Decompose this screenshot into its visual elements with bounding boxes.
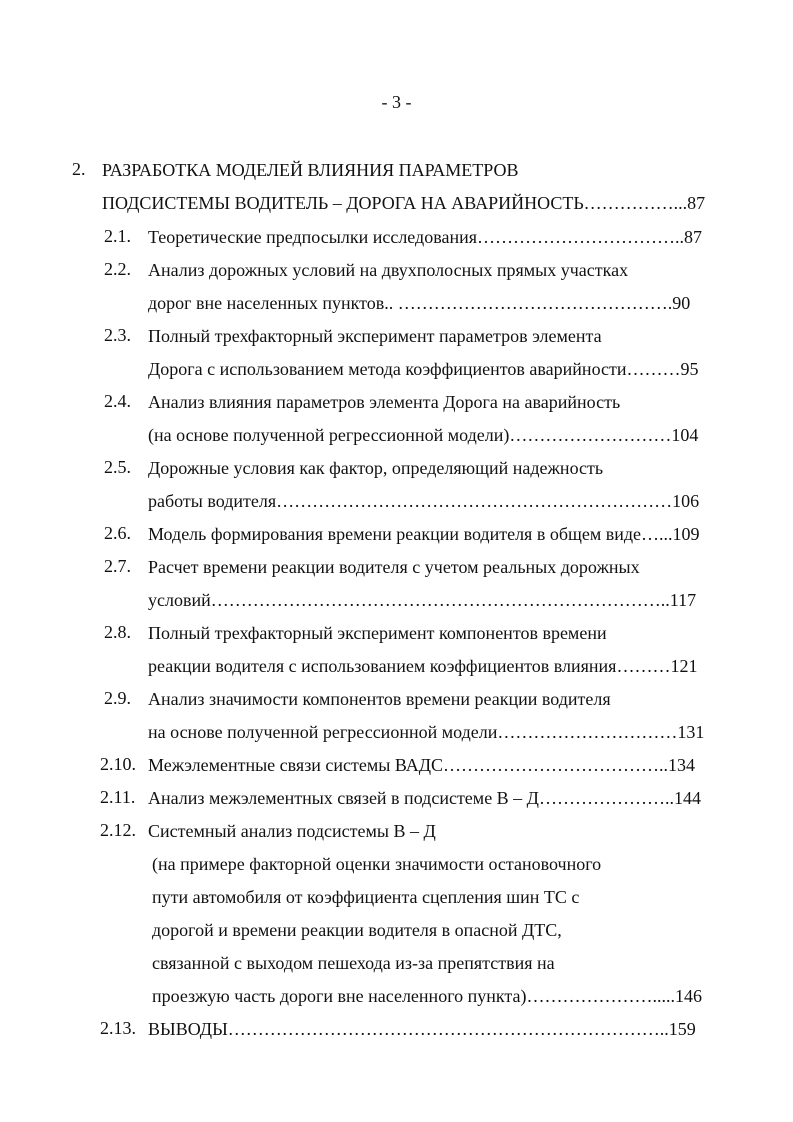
toc-entry-line: условий…………………………………………………………………..117 [148, 590, 697, 610]
toc-entry-line: пути автомобиля от коэффициента сцепления шин ТС с [152, 887, 580, 907]
toc-entry-line: (на примере факторной оценки значимости остановочного [152, 854, 602, 874]
toc-entry-line: Межэлементные связи системы ВАДС………………………………..134 [148, 755, 696, 775]
toc-entry-line: Дорожные условия как фактор, определяющий надежность [148, 458, 604, 478]
toc-entry-line: ВЫВОДЫ………………………………………………………………..159 [148, 1019, 696, 1039]
toc-entry-number: 2.6. [104, 523, 131, 543]
toc-entry-number: 2.13. [100, 1018, 136, 1038]
toc-entry-number: 2.12. [100, 820, 136, 840]
toc-entry-line: Теоретические предпосылки исследования……………………………..87 [148, 227, 703, 247]
toc-entry-line: Модель формирования времени реакции водителя в общем виде…...109 [148, 524, 700, 544]
chapter-number: 2. [72, 159, 86, 179]
toc-entry-line: проезжую часть дороги вне населенного пункта)………………….....146 [152, 986, 702, 1006]
page-number: - 3 - [381, 92, 412, 112]
toc-entry-line: Полный трехфакторный эксперимент параметров элемента [148, 326, 602, 346]
toc-entry-line: работы водителя…………………………………………………………106 [148, 491, 700, 511]
toc-entry-line: дорогой и времени реакции водителя в опасной ДТС, [152, 920, 562, 940]
toc-entry-number: 2.2. [104, 259, 131, 279]
toc-entry-number: 2.10. [100, 754, 136, 774]
toc-entry-line: Полный трехфакторный эксперимент компонентов времени [148, 623, 607, 643]
toc-entry-line: Анализ дорожных условий на двухполосных прямых участках [148, 260, 629, 280]
toc-entry-number: 2.4. [104, 391, 131, 411]
toc-entry-number: 2.9. [104, 688, 131, 708]
toc-entry-number: 2.8. [104, 622, 131, 642]
toc-entry-line: Анализ влияния параметров элемента Дорога на аварийность [148, 392, 621, 412]
toc-entry-number: 2.3. [104, 325, 131, 345]
chapter-title-line1: РАЗРАБОТКА МОДЕЛЕЙ ВЛИЯНИЯ ПАРАМЕТРОВ [102, 160, 519, 180]
toc-entry-line: реакции водителя с использованием коэффициентов влияния………121 [148, 656, 698, 676]
toc-entry-number: 2.7. [104, 556, 131, 576]
toc-entry-line: Дорога с использованием метода коэффициентов аварийности………95 [148, 359, 699, 379]
toc-entry-line: дорог вне населенных пунктов.. ……………………………………….90 [148, 293, 691, 313]
toc-entry-line: Анализ межэлементных связей в подсистеме В – Д…………………..144 [148, 788, 701, 808]
toc-entry-line: Анализ значимости компонентов времени реакции водителя [148, 689, 611, 709]
toc-entry-number: 2.11. [100, 787, 136, 807]
toc-entry-line: Системный анализ подсистемы В – Д [148, 821, 436, 841]
toc-entry-line: (на основе полученной регрессионной модели)………………………104 [148, 425, 699, 445]
toc-entry-number: 2.1. [104, 226, 131, 246]
chapter-title-line2: ПОДСИСТЕМЫ ВОДИТЕЛЬ – ДОРОГА НА АВАРИЙНОСТЬ……………...87 [102, 193, 706, 213]
toc-entry-line: Расчет времени реакции водителя с учетом реальных дорожных [148, 557, 640, 577]
toc-entry-line: связанной с выходом пешехода из-за препятствия на [152, 953, 555, 973]
toc-entry-number: 2.5. [104, 457, 131, 477]
toc-entry-line: на основе полученной регрессионной модели…………………………131 [148, 722, 705, 742]
